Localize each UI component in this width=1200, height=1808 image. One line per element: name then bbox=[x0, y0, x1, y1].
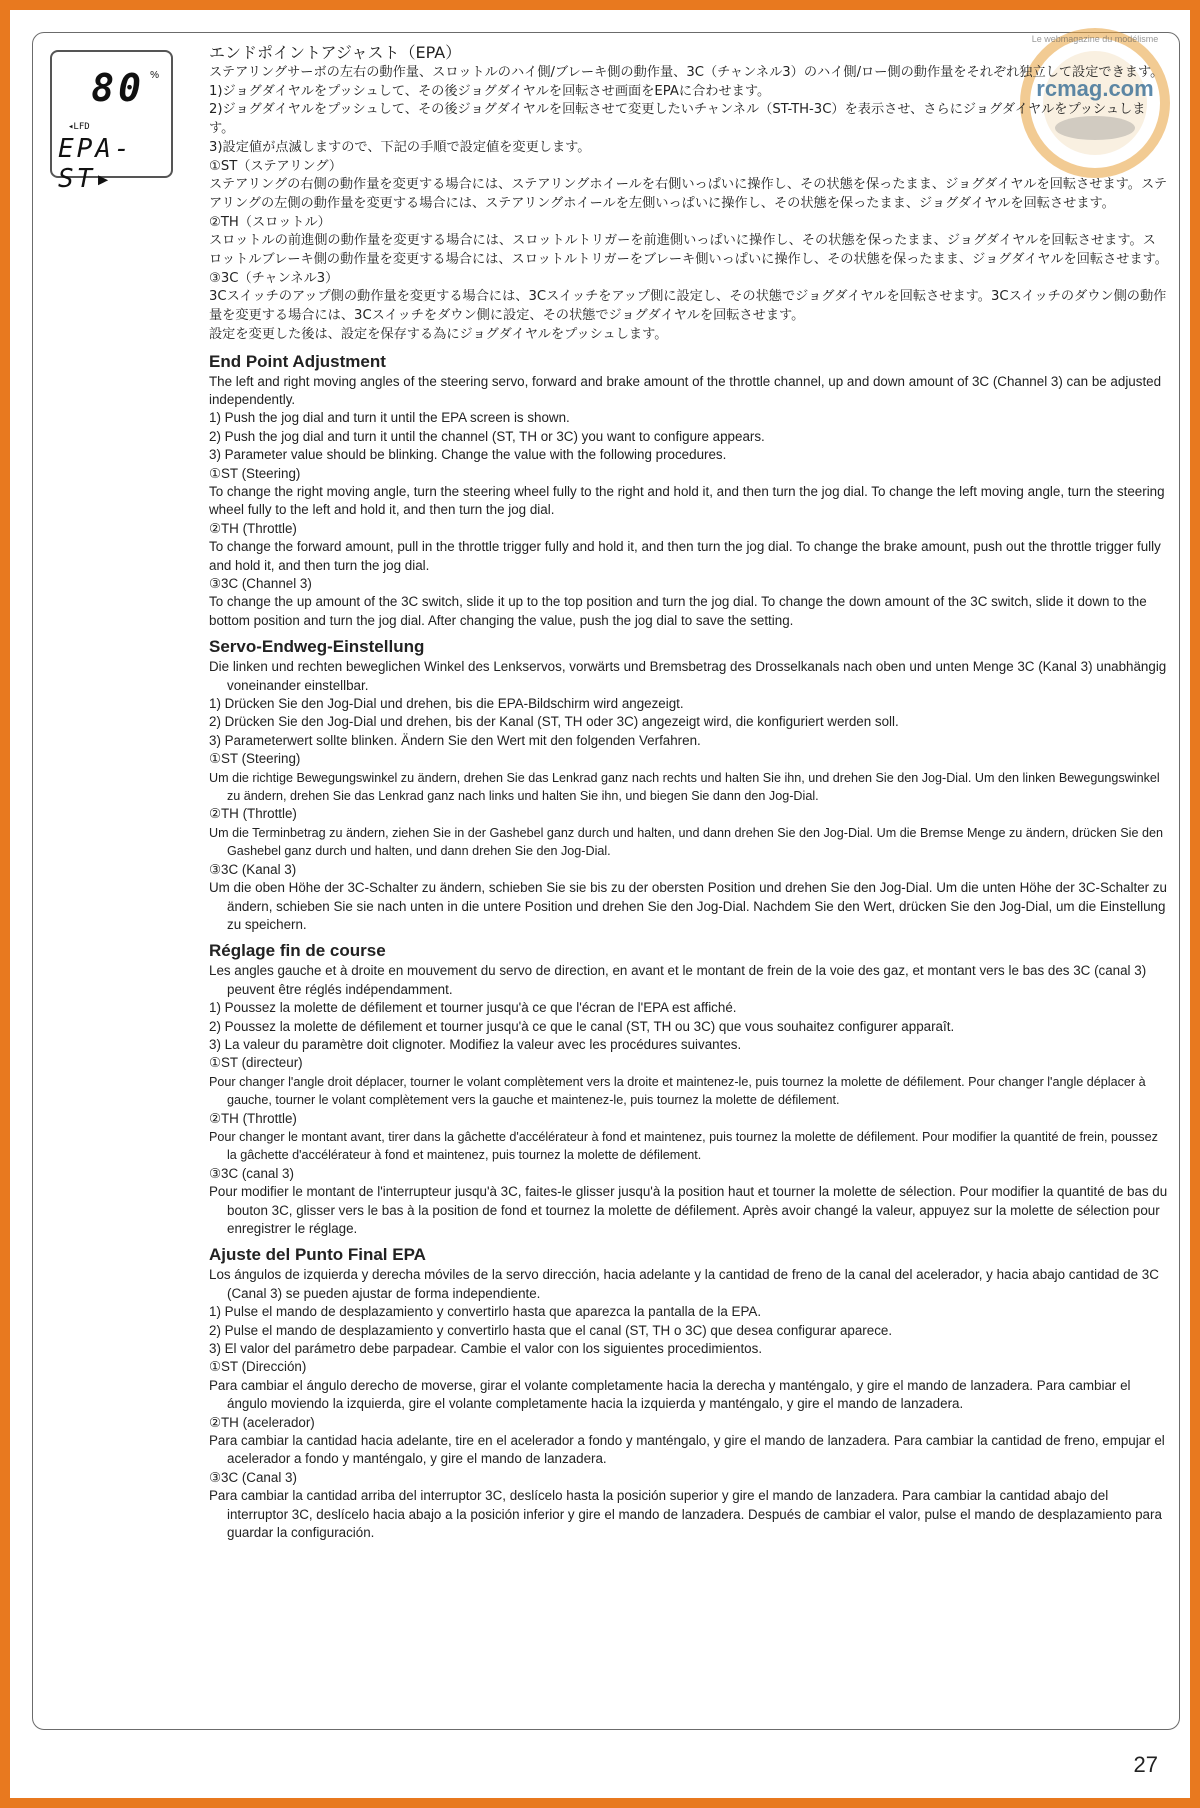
lcd-screen-illustration bbox=[50, 50, 173, 194]
section-paragraph: スロットルの前進側の動作量を変更する場合には、スロットルトリガーを前進側いっぱいに操作し、その状態を保ったまま、ジョグダイヤルを回転させます。スロットルブレーキ側の動作量を変更する場合には、スロットルトリガーをブレーキ側いっぱいに操作し、その状態を保ったまま、ジョグダイヤルを回転させます。 bbox=[209, 233, 1168, 268]
section-paragraph: ①ST (Steering) bbox=[209, 465, 301, 481]
section-paragraph: ステアリングの右側の動作量を変更する場合には、ステアリングホイールを右側いっぱいに操作し、その状態を保ったまま、ジョグダイヤルを回転させます。ステアリングの左側の動作量を変更する場合には、ステアリングホイールを左側いっぱいに操作し、その状態を保ったまま、ジョグダイヤルを回転させます。 bbox=[209, 177, 1168, 211]
section-paragraph: Pour changer l'angle droit déplacer, tourner le volant complètement vers la droite et maintenez-le, puis tournez la molette de défilement. Pour changer l'angle déplacer à gauche, tourner le volant complètement vers la gauche et maintenez-le, puis tournez la molette de défilement. bbox=[209, 1074, 1146, 1108]
section-paragraph: ①ST（ステアリング） bbox=[209, 158, 343, 174]
manual-page bbox=[10, 10, 1190, 1798]
section-paragraph: ②TH (acelerador) bbox=[209, 1414, 315, 1430]
section-paragraph: 2) Drücken Sie den Jog-Dial und drehen, bis der Kanal (ST, TH oder 3C) angezeigt wird, die konfiguriert werden soll. bbox=[209, 714, 899, 730]
section-paragraph: Pour changer le montant avant, tirer dans la gâchette d'accélérateur à fond et maintenez, puis tournez la molette de défilement. Pour modifier la quantité de frein, poussez la gâchette d'accélérateur à fond et maintenez, puis tournez la molette de défilement. bbox=[209, 1129, 1158, 1163]
section-paragraph: ③3C (canal 3) bbox=[209, 1165, 294, 1181]
section-paragraph: ②TH (Throttle) bbox=[209, 806, 297, 822]
section-paragraph: 1) Pulse el mando de desplazamiento y convertirlo hasta que aparezca la pantalla de la EPA. bbox=[209, 1304, 762, 1320]
section-paragraph: ②TH (Throttle) bbox=[209, 520, 297, 536]
section-paragraph: 2)ジョグダイヤルをプッシュして、その後ジョグダイヤルを回転させて変更したいチャンネル（ST-TH-3C）を表示させ、さらにジョグダイヤルをプッシュします。 bbox=[209, 102, 1146, 137]
section-paragraph: Um die richtige Bewegungswinkel zu ändern, drehen Sie das Lenkrad ganz nach rechts und halten Sie ihn, und drehen Sie den Jog-Dial. Um den linken Bewegungswinkel zu ändern, drehen Sie das Lenkrad ganz nach links und halten Sie ihn, und biegen Sie dann den Jog-Dial. bbox=[209, 770, 1160, 804]
section-paragraph: To change the right moving angle, turn the steering wheel fully to the right and hold it, and then turn the jog dial. To change the left moving angle, turn the steering wheel fully to the left and hold it, and then turn the jog dial. bbox=[209, 483, 1165, 518]
section-paragraph: 3Cスイッチのアップ側の動作量を変更する場合には、3Cスイッチをアップ側に設定し、その状態でジョグダイヤルを回転させます。3Cスイッチのダウン側の動作量を変更する場合には、3Cスイッチをダウン側に設定、その状態でジョグダイヤルを回転させます。 bbox=[209, 289, 1167, 324]
section-paragraph: Para cambiar la cantidad arriba del interruptor 3C, deslícelo hasta la posición superior y gire el mando de lanzadera. Para cambiar la cantidad abajo del interruptor 3C, deslícelo hacia abajo a la posición inferior y gire el mando de lanzadera. Después de cambiar el valor, pulse el mando de desplazamiento para guardar la configuración. bbox=[209, 1488, 1162, 1541]
page-number: 27 bbox=[1133, 1752, 1158, 1777]
section-paragraph: ③3C (Canal 3) bbox=[209, 1469, 297, 1485]
section-paragraph: Les angles gauche et à droite en mouvement du servo de direction, en avant et le montant de frein de la voie des gaz, et montant vers le bas des 3C (canal 3) peuvent être réglés indépendamment. bbox=[209, 963, 1147, 997]
svg-text:Le webmagazine du modélisme: Le webmagazine du modélisme bbox=[1031, 34, 1159, 44]
section-paragraph: To change the up amount of the 3C switch, slide it up to the top position and turn the jog dial. To change the down amount of the 3C switch, slide it down to the bottom position and turn the jog dial. After changing the value, push the jog dial to save the setting. bbox=[209, 594, 1147, 628]
section-paragraph: ③3C（チャンネル3） bbox=[209, 270, 339, 286]
section-title: Ajuste del Punto Final EPA bbox=[209, 1245, 426, 1265]
lcd-mode: EPA-ST▸ bbox=[58, 134, 133, 194]
section-paragraph: 3) El valor del parámetro debe parpadear. Cambie el valor con los siguientes procedimientos. bbox=[209, 1341, 763, 1357]
section-paragraph: Um die oben Höhe der 3C-Schalter zu ändern, schieben Sie sie bis zu der obersten Position und drehen Sie den Jog-Dial. Um die unten Höhe der 3C-Schalter zu ändern, schieben Sie sie nach unten in die untere Position und drehen Sie den Jog-Dial. Nachdem Sie den Wert, drücken Sie den Jog-Dial, um die Einstellung zu speichern. bbox=[209, 880, 1167, 932]
section-paragraph: The left and right moving angles of the steering servo, forward and brake amount of the throttle channel, up and down amount of 3C (Channel 3) can be adjusted independently. bbox=[209, 373, 1162, 407]
section-paragraph: To change the forward amount, pull in the throttle trigger fully and hold it, and then turn the jog dial. To change the brake amount, push out the throttle trigger fully and hold it, and then turn the jog dial. bbox=[209, 539, 1161, 573]
lcd-unit: % bbox=[150, 70, 159, 81]
section-paragraph: 3)設定値が点滅しますので、下記の手順で設定値を変更します。 bbox=[209, 139, 591, 155]
section-paragraph: 設定を変更した後は、設定を保存する為にジョグダイヤルをプッシュします。 bbox=[209, 326, 668, 342]
section-paragraph: Die linken und rechten beweglichen Winkel des Lenkservos, vorwärts und Bremsbetrag des Drosselkanals nach oben und unten Menge 3C (Kanal 3) unabhängig voneinander einstellbar. bbox=[209, 659, 1167, 693]
section-paragraph: 3) Parameter value should be blinking. Change the value with the following procedures. bbox=[209, 447, 727, 463]
section-title: エンドポイントアジャスト（EPA） bbox=[209, 43, 462, 62]
lcd-sub-label: ◂LFD bbox=[68, 122, 90, 132]
section-paragraph: ②TH (Throttle) bbox=[209, 1110, 297, 1126]
section-paragraph: ①ST (Steering) bbox=[209, 751, 301, 767]
section-paragraph: 3) Parameterwert sollte blinken. Ändern Sie den Wert mit den folgenden Verfahren. bbox=[209, 732, 701, 748]
section-paragraph: Um die Terminbetrag zu ändern, ziehen Sie in der Gashebel ganz durch und halten, und dann drehen Sie den Jog-Dial. Um die Bremse Menge zu ändern, drücken Sie den Gashebel ganz durch und halten, und dann drehen Sie den Jog-Dial. bbox=[209, 825, 1163, 859]
section-title: Servo-Endweg-Einstellung bbox=[209, 637, 425, 657]
section-paragraph: Para cambiar el ángulo derecho de moverse, girar el volante completamente hacia la derecha y manténgalo, y gire el mando de lanzadera. Para cambiar el ángulo moviendo la izquierda, gire el volante completamente hacia la izquierda y manténgalo, y gire el mando de lanzadera. bbox=[209, 1377, 1131, 1412]
section-paragraph: 1) Push the jog dial and turn it until the EPA screen is shown. bbox=[209, 410, 570, 426]
section-paragraph: Pour modifier le montant de l'interrupteur jusqu'à 3C, faites-le glisser jusqu'à la position haut et tourner la molette de sélection. Pour modifier la quantité de bas du bouton 3C, glisser vers le bas à la position de fond et tournez la molette de défilement. Après avoir changé la valeur, appuyez sur la molette de sélection pour enregistrer le réglage. bbox=[209, 1184, 1168, 1237]
lcd-value: 80 bbox=[91, 66, 145, 110]
svg-text:rcmag.com: rcmag.com bbox=[1036, 76, 1154, 101]
section-paragraph: Los ángulos de izquierda y derecha móviles de la servo dirección, hacia adelante y la cantidad de freno de la canal del acelerador, y hacia abajo cantidad de 3C (Canal 3) se pueden ajustar de forma independiente. bbox=[209, 1267, 1159, 1301]
section-paragraph: Para cambiar la cantidad hacia adelante, tire en el acelerador a fondo y manténgalo, y gire el mando de lanzadera. Para cambiar la cantidad de freno, empujar el acelerador a fondo y manténgalo, y gire el mando de lanzadera. bbox=[209, 1433, 1165, 1467]
section-paragraph: ③3C (Channel 3) bbox=[209, 576, 312, 592]
section-paragraph: 1) Drücken Sie den Jog-Dial und drehen, bis die EPA-Bildschirm wird angezeigt. bbox=[209, 696, 684, 712]
section-paragraph: 1)ジョグダイヤルをプッシュして、その後ジョグダイヤルを回転させ画面をEPAに合わせます。 bbox=[209, 83, 771, 99]
document-body bbox=[209, 42, 1169, 1543]
section-paragraph: ①ST (Dirección) bbox=[209, 1359, 307, 1375]
section-paragraph: 2) Poussez la molette de défilement et tourner jusqu'à ce que le canal (ST, TH ou 3C) que vous souhaitez configurer apparaît. bbox=[209, 1018, 955, 1034]
section-paragraph: 1) Poussez la molette de défilement et tourner jusqu'à ce que l'écran de l'EPA est affiché. bbox=[209, 1000, 737, 1016]
section-paragraph: 2) Pulse el mando de desplazamiento y convertirlo hasta que el canal (ST, TH o 3C) que desea configurar aparece. bbox=[209, 1322, 893, 1338]
section-paragraph: 3) La valeur du paramètre doit clignoter. Modifiez la valeur avec les procédures suivantes. bbox=[209, 1036, 742, 1052]
section-title: End Point Adjustment bbox=[209, 351, 386, 371]
section-paragraph: ③3C (Kanal 3) bbox=[209, 861, 297, 877]
section-title: Réglage fin de course bbox=[209, 941, 386, 961]
section-paragraph: ②TH（スロットル） bbox=[209, 214, 331, 230]
section-paragraph: ステアリングサーボの左右の動作量、スロットルのハイ側/ブレーキ側の動作量、3C（チャンネル3）のハイ側/ロー側の動作量をそれぞれ独立して設定できます。 bbox=[209, 65, 1164, 80]
section-paragraph: 2) Push the jog dial and turn it until the channel (ST, TH or 3C) you want to configure appears. bbox=[209, 428, 765, 444]
section-paragraph: ①ST (directeur) bbox=[209, 1055, 303, 1071]
